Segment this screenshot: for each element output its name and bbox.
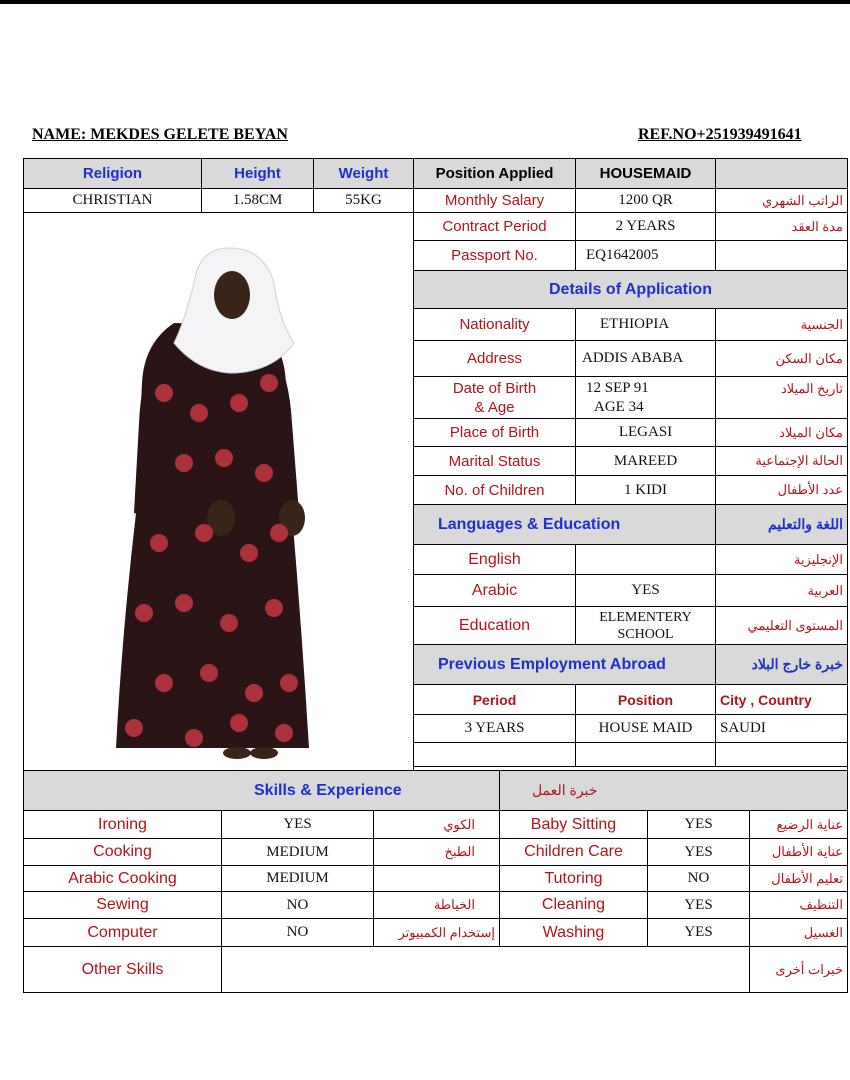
skill-cooking-label: Cooking [24,839,222,866]
education-value-line1: ELEMENTERY [599,609,692,625]
dob-label [414,377,576,419]
nationality-value: ETHIOPIA [576,309,716,341]
employment-empty-3 [716,743,848,767]
skill-ironing-ar: الكوي [374,811,500,839]
skill-tutoring-value: NO [648,866,750,892]
skills-title-ar [500,771,848,811]
photo-pattern-dot [150,534,168,552]
salary-ar: الراتب الشهري [716,189,848,213]
employment-period: 3 YEARS [414,715,576,743]
period-header: Period [414,685,576,715]
photo-pattern-dot [135,604,153,622]
skill-ironing-value: YES [222,811,374,839]
skill-childcare-value: YES [648,839,750,866]
photo-cell [24,213,414,777]
other-skills-value [222,947,750,993]
photo-pattern-dot [240,544,258,562]
skill-sewing-ar: الخياطة [374,892,500,919]
applicant-photo [24,213,414,761]
photo-pattern-dot [190,404,208,422]
skill-computer-value: NO [222,919,374,947]
photo-pattern-dot [175,454,193,472]
employment-title: Previous Employment Abroad [414,645,716,685]
skills-title-ar-text: خبرة العمل [532,782,598,798]
dob-value-line2: AGE 34 [594,398,644,415]
skill-cleaning-label: Cleaning [500,892,648,919]
skill-arabic-cooking-ar [374,866,500,892]
city-country-header: City , Country [716,685,848,715]
skill-childcare-label: Children Care [500,839,648,866]
skill-tutoring-label: Tutoring [500,866,648,892]
religion-value: CHRISTIAN [24,189,202,213]
dob-label-line2: & Age [474,398,515,416]
skill-cooking-ar: الطبخ [374,839,500,866]
contract-value: 2 YEARS [576,213,716,241]
photo-pattern-dot [245,684,263,702]
languages-title: Languages & Education [414,505,716,545]
photo-pattern-dot [230,394,248,412]
photo-pattern-dot [215,449,233,467]
photo-pattern-dot [275,724,293,742]
english-label: English [414,545,576,575]
nationality-ar: الجنسية [716,309,848,341]
other-skills-label: Other Skills [24,947,222,993]
height-value: 1.58CM [202,189,314,213]
skill-tutoring-ar: تعليم الأطفال [750,866,848,892]
photo-pattern-dot [265,599,283,617]
passport-label: Passport No. [414,241,576,271]
marital-ar: الحالة الإجتماعية [716,447,848,476]
arabic-label: Arabic [414,575,576,607]
skill-washing-ar: الغسيل [750,919,848,947]
height-header: Height [202,159,314,189]
photo-pattern-dot [155,674,173,692]
skill-ironing-label: Ironing [24,811,222,839]
applicant-name: NAME: MEKDES GELETE BEYAN [32,126,288,143]
dob-value-line1: 12 SEP 91 [586,379,649,396]
photo-pattern-dot [270,524,288,542]
nationality-label: Nationality [414,309,576,341]
skill-babysitting-ar: عناية الرضيع [750,811,848,839]
photo-pattern-dot [260,374,278,392]
skill-sewing-value: NO [222,892,374,919]
weight-value: 55KG [314,189,414,213]
salary-label: Monthly Salary [414,189,576,213]
skills-table [23,770,848,993]
top-border [0,0,850,4]
contract-ar: مدة العقد [716,213,848,241]
address-label: Address [414,341,576,377]
photo-pattern-dot [255,464,273,482]
address-ar: مكان السكن [716,341,848,377]
dob-ar: تاريخ الميلاد [716,377,848,419]
education-value [576,607,716,645]
english-value [576,545,716,575]
photo-pattern-dot [230,714,248,732]
marital-label: Marital Status [414,447,576,476]
education-ar: المستوى التعليمي [716,607,848,645]
passport-value: EQ1642005 [576,241,716,271]
photo-pattern-dot [155,384,173,402]
languages-title-ar: اللغة والتعليم [716,505,848,545]
position-applied-ar [716,159,848,189]
photo-pattern-dot [175,594,193,612]
position-applied-label: Position Applied [414,159,576,189]
skill-computer-ar: إستخدام الكمبيوتر [374,919,500,947]
photo-pattern-dot [125,719,143,737]
arabic-ar: العربية [716,575,848,607]
skills-title: Skills & Experience [24,771,500,811]
photo-pattern-dot [185,729,203,747]
photo-pattern-dot [280,674,298,692]
contract-label: Contract Period [414,213,576,241]
skill-washing-label: Washing [500,919,648,947]
skill-babysitting-value: YES [648,811,750,839]
skill-sewing-label: Sewing [24,892,222,919]
skill-arabic-cooking-label: Arabic Cooking [24,866,222,892]
birthplace-value: LEGASI [576,419,716,447]
education-value-line2: SCHOOL [617,626,674,642]
dob-label-line1: Date of Birth [452,379,537,397]
employment-empty-1 [414,743,576,767]
birthplace-label: Place of Birth [414,419,576,447]
photo-right-foot [250,747,278,759]
employment-title-ar: خبرة خارج البلاد [716,645,848,685]
salary-value: 1200 QR [576,189,716,213]
dob-value [576,377,716,419]
position-applied-value: HOUSEMAID [576,159,716,189]
position-header: Position [576,685,716,715]
other-skills-ar: خبرات أخرى [750,947,848,993]
skill-arabic-cooking-value: MEDIUM [222,866,374,892]
skill-babysitting-label: Baby Sitting [500,811,648,839]
reference-number: REF.NO+251939491641 [638,126,802,143]
birthplace-ar: مكان الميلاد [716,419,848,447]
photo-left-foot [223,747,251,759]
employment-country: SAUDI [716,715,848,743]
address-value: ADDIS ABABA [576,341,716,377]
photo-face [214,271,250,319]
education-label: Education [414,607,576,645]
application-table [23,158,848,777]
details-title: Details of Application [414,271,848,309]
skill-cooking-value: MEDIUM [222,839,374,866]
photo-pattern-dot [200,664,218,682]
passport-ar [716,241,848,271]
skill-cleaning-value: YES [648,892,750,919]
skill-washing-value: YES [648,919,750,947]
weight-header: Weight [314,159,414,189]
skill-childcare-ar: عناية الأطفال [750,839,848,866]
employment-empty-2 [576,743,716,767]
children-label: No. of Children [414,476,576,505]
skill-cleaning-ar: التنظيف [750,892,848,919]
english-ar: الإنجليزية [716,545,848,575]
photo-pattern-dot [220,614,238,632]
employment-position: HOUSE MAID [576,715,716,743]
children-value: 1 KIDI [576,476,716,505]
arabic-value: YES [576,575,716,607]
skill-computer-label: Computer [24,919,222,947]
religion-header: Religion [24,159,202,189]
children-ar: عدد الأطفال [716,476,848,505]
photo-pattern-dot [195,524,213,542]
marital-value: MAREED [576,447,716,476]
